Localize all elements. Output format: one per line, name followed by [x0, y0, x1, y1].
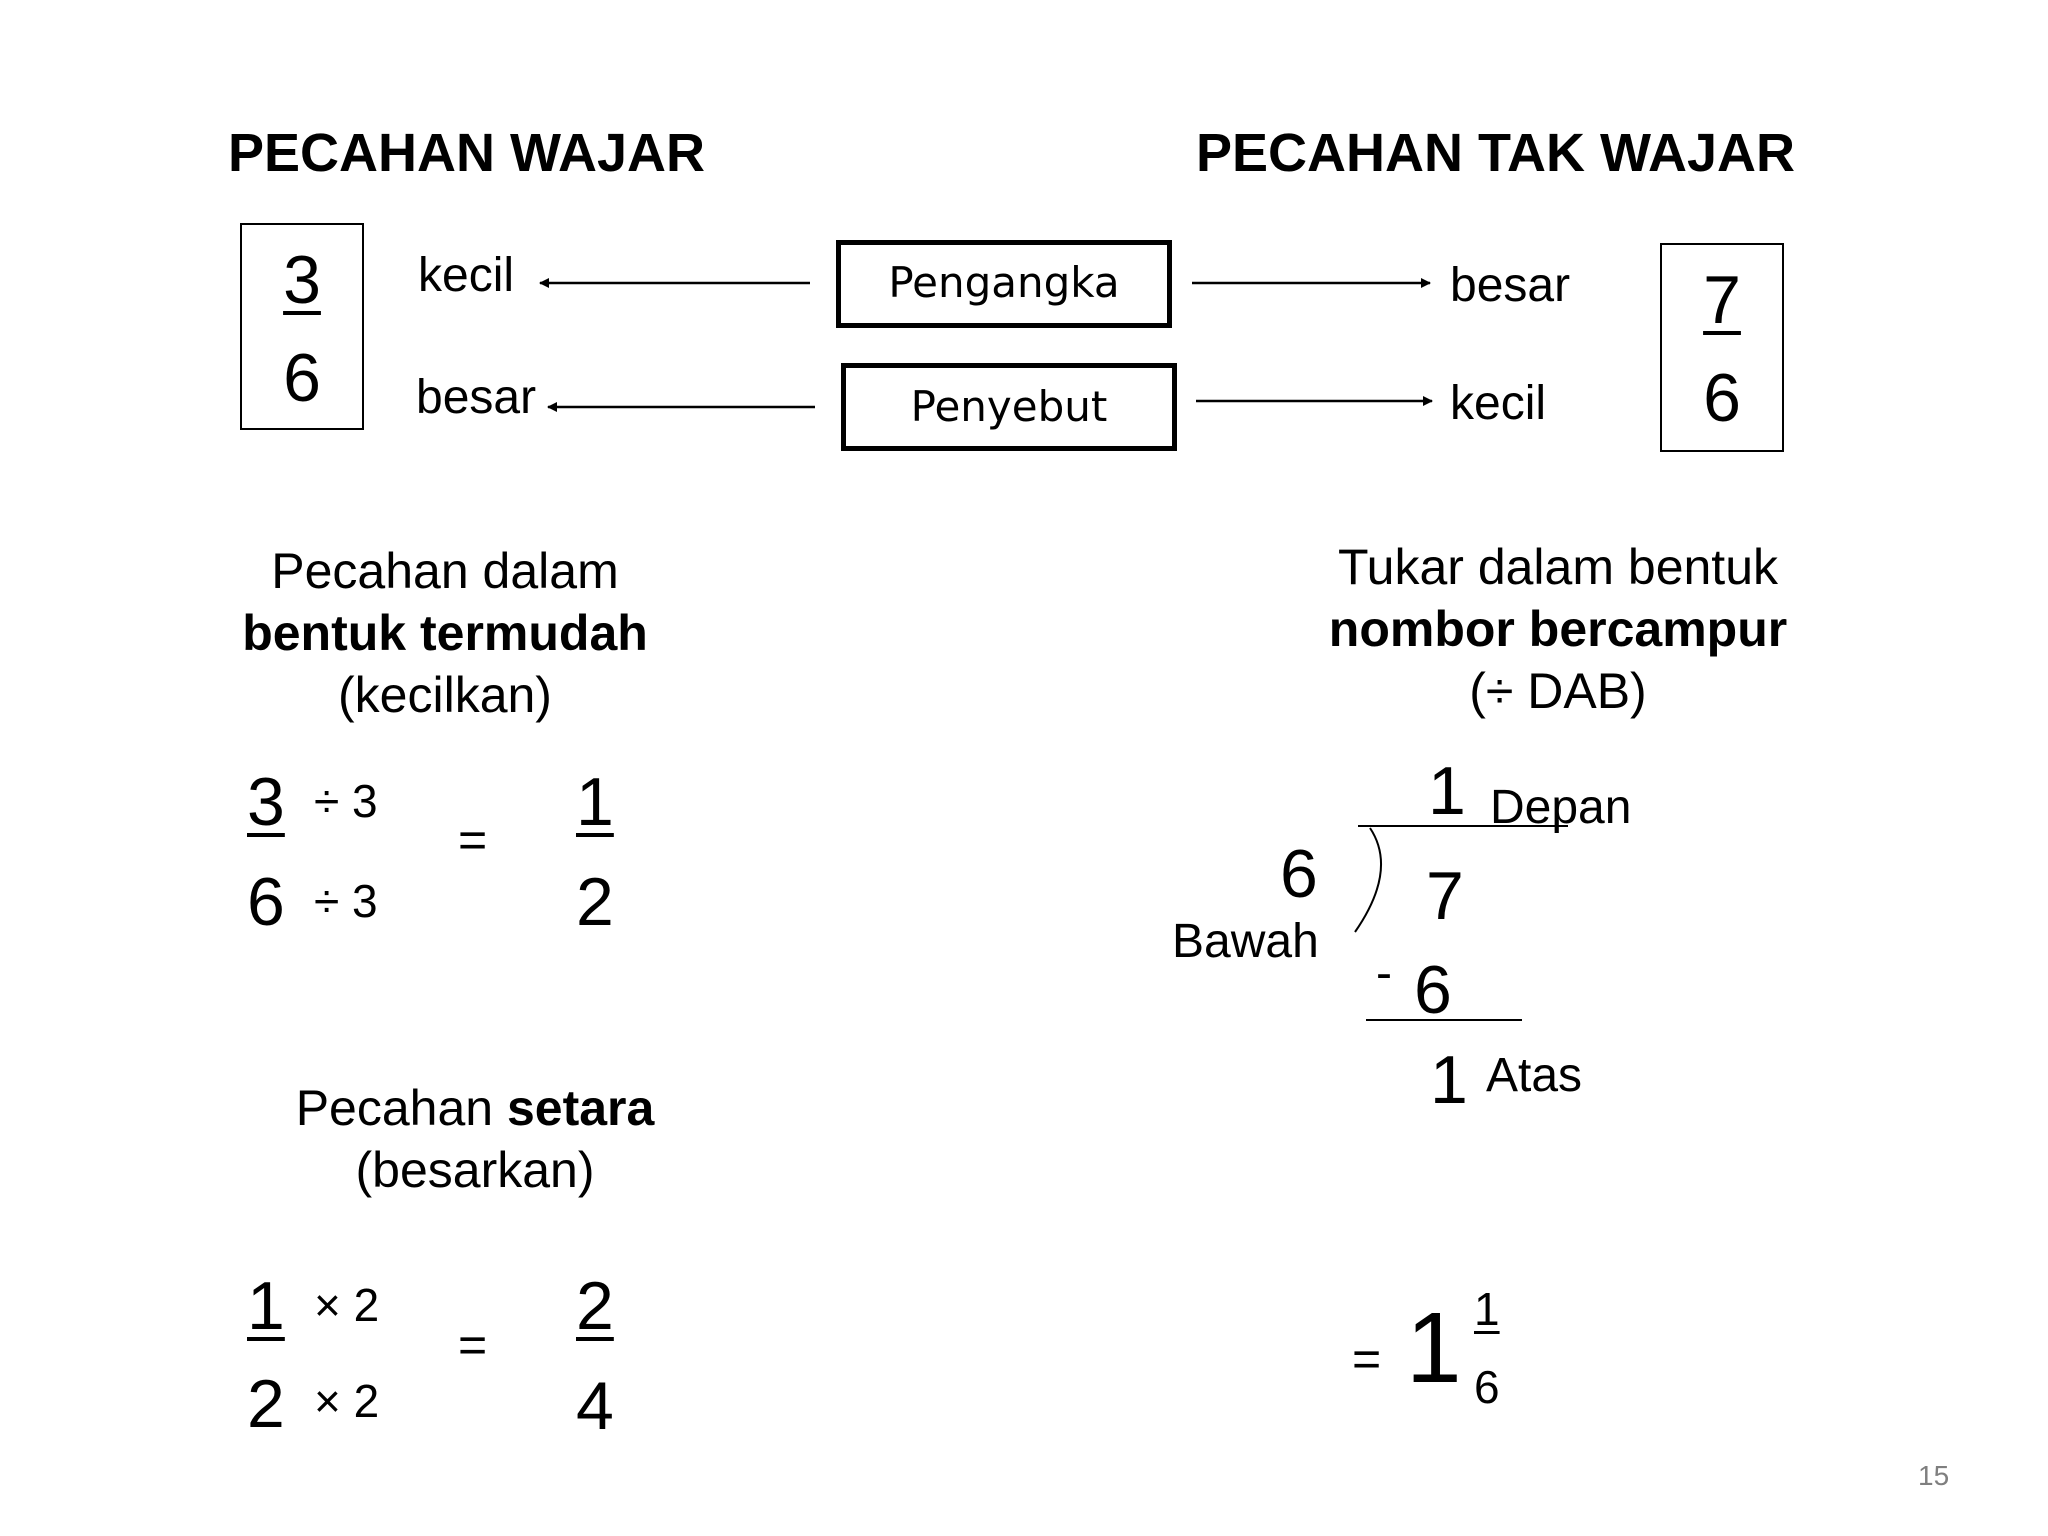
division-subtrahend: 6 [1414, 952, 1452, 1028]
equivalent-line1: Pecahan setara [295, 1080, 655, 1136]
equivalent-result-denominator: 4 [576, 1368, 614, 1444]
mixed-line3: (÷ DAB) [1469, 663, 1647, 719]
simplest-numerator: 3 [247, 764, 285, 840]
mixed-line1: Tukar dalam bentuk [1337, 539, 1779, 595]
simplest-numerator-op: ÷ 3 [314, 775, 378, 827]
quotient-label: Depan [1490, 781, 1632, 834]
mixed-fraction-denominator: 6 [1474, 1361, 1500, 1413]
mixed-fraction-numerator: 1 [1474, 1283, 1500, 1335]
division-dividend: 7 [1426, 858, 1464, 934]
heading-pecahan-wajar: PECAHAN WAJAR [228, 123, 706, 183]
simplest-line1: Pecahan dalam [271, 543, 619, 599]
penyebut-box: Penyebut [841, 363, 1177, 451]
equivalent-line2: (besarkan) [355, 1142, 595, 1198]
division-quotient: 1 [1428, 753, 1466, 829]
mixed-whole: 1 [1406, 1292, 1462, 1404]
division-minus: - [1376, 947, 1392, 1000]
page-number: 15 [1918, 1460, 1950, 1491]
simplest-denominator: 6 [247, 864, 285, 940]
division-divisor: 6 [1280, 836, 1318, 912]
division-remainder: 1 [1430, 1042, 1468, 1118]
proper-denominator-label: besar [416, 371, 537, 424]
improper-numerator: 7 [1703, 262, 1741, 338]
proper-numerator: 3 [283, 242, 321, 318]
simplest-title [200, 540, 690, 726]
remainder-label: Atas [1486, 1049, 1583, 1102]
mixed-title [1308, 536, 1808, 722]
equivalent-numerator: 1 [247, 1268, 285, 1344]
improper-numerator-label: besar [1450, 259, 1571, 312]
proper-denominator: 6 [283, 340, 321, 416]
equivalent-denominator: 2 [247, 1366, 285, 1442]
simplest-denominator-op: ÷ 3 [314, 875, 378, 927]
mixed-equals: = [1352, 1331, 1382, 1387]
pengangka-box: Pengangka [836, 240, 1172, 328]
simplest-equals: = [458, 812, 488, 868]
equivalent-result-numerator: 2 [576, 1268, 614, 1344]
mixed-line2: nombor bercampur [1328, 601, 1788, 657]
equivalent-numerator-op: × 2 [314, 1279, 380, 1331]
improper-denominator: 6 [1703, 360, 1741, 436]
simplest-result-numerator: 1 [576, 764, 614, 840]
division-bracket [1355, 828, 1381, 932]
simplest-line2: bentuk termudah [242, 605, 648, 661]
equivalent-title [230, 1077, 720, 1201]
simplest-result-denominator: 2 [576, 864, 614, 940]
equivalent-equals: = [458, 1317, 488, 1373]
simplest-line3: (kecilkan) [338, 667, 552, 723]
equivalent-denominator-op: × 2 [314, 1375, 380, 1427]
heading-pecahan-tak-wajar: PECAHAN TAK WAJAR [1196, 123, 1796, 183]
proper-numerator-label: kecil [418, 249, 515, 302]
divisor-label: Bawah [1172, 915, 1319, 968]
improper-denominator-label: kecil [1450, 377, 1547, 430]
